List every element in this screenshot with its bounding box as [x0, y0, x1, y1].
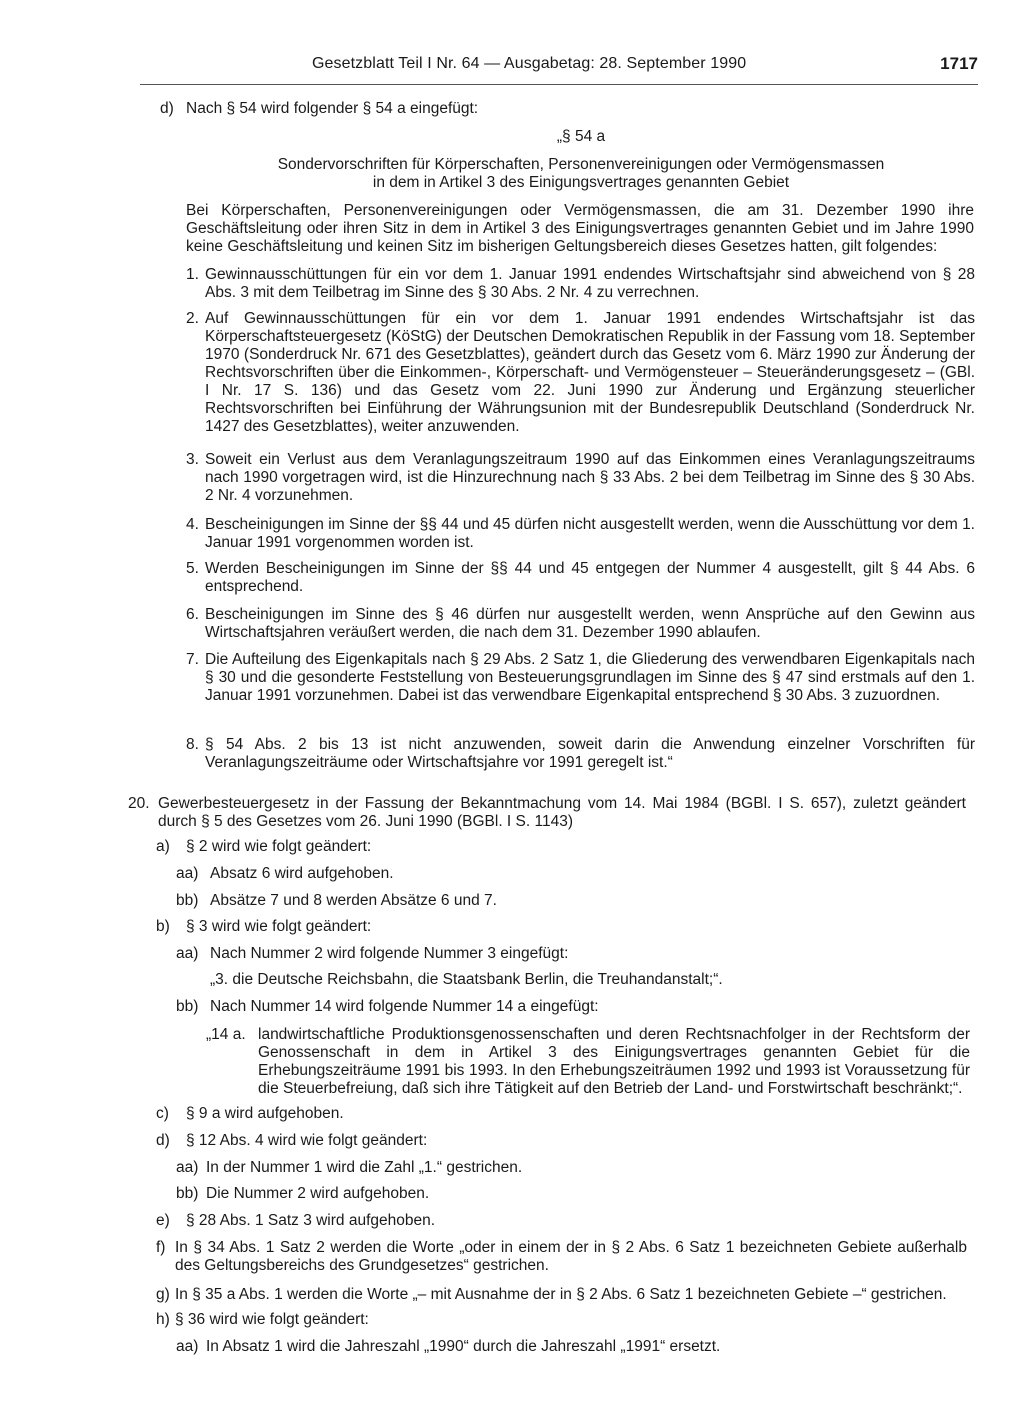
item-7-num: 7. — [186, 651, 199, 668]
s20-g-text: In § 35 a Abs. 1 werden die Worte „– mit Ausnahme der in § 2 Abs. 6 Satz 1 bezeichneten Gebiete –“ gestrichen. — [175, 1286, 947, 1303]
s20-d-bb-label: bb) — [176, 1185, 199, 1202]
s20-g-label: g) — [156, 1286, 170, 1303]
item-4-text: Bescheinigungen im Sinne der §§ 44 und 45 dürfen nicht ausgestellt werden, wenn die Ausschüttung vor dem 1. Januar 1991 vorgenommen worden ist. — [205, 516, 975, 551]
s20-f-text: In § 34 Abs. 1 Satz 2 werden die Worte „oder in einem der in § 2 Abs. 6 Satz 1 bezeichneten Gebiete außerhalb des Geltungsbereichs des Grundgesetzes“ gestrichen. — [175, 1239, 967, 1274]
s20-d-label: d) — [156, 1132, 170, 1149]
page-number: 1717 — [940, 54, 978, 73]
item-6-text: Bescheinigungen im Sinne des § 46 dürfen nur ausgestellt werden, wenn Ansprüche auf den Gewinn aus Wirtschaftsjahren veräußert werden, die nach dem 31. Dezember 1990 ablaufen. — [205, 606, 975, 641]
s20-b-aa-label: aa) — [176, 945, 199, 962]
s20-a-aa-label: aa) — [176, 865, 199, 882]
s20-b-label: b) — [156, 918, 170, 935]
s20-h-aa-label: aa) — [176, 1338, 199, 1355]
s20-d-aa-label: aa) — [176, 1159, 199, 1176]
s20-c-text: § 9 a wird aufgehoben. — [186, 1105, 344, 1122]
item-2-text: Auf Gewinnausschüttungen für ein vor dem 1. Januar 1991 endendes Wirtschaftsjahr ist das Körperschaftsteuergesetz (KöStG) der Deutschen Demokratischen Republik in der Fassung vom 18. September 1970 (Sonderdruck Nr. 671 des Gesetzblattes), geändert durch das Gesetz vom 6. März 1990 zur Änderung der Rechtsvorschriften über die Einkommen-, Körperschaft- und Vermögensteuer – Steueränderungsgesetz – (GBl. I Nr. 17 S. 136) und das Gesetz vom 22. Juni 1990 zur Änderung und Ergänzung steuerlicher Rechtsvorschriften bei Einführung der Währungsunion mit der Bundesrepublik Deutschland (Sonderdruck Nr. 1427 des Gesetzblattes), weiter anzuwenden. — [205, 310, 975, 435]
item-2-num: 2. — [186, 310, 199, 327]
s20-a-aa-text: Absatz 6 wird aufgehoben. — [210, 865, 394, 882]
s20-h-label: h) — [156, 1311, 170, 1328]
s20-b-bb-quote-label: „14 a. — [206, 1026, 246, 1043]
section-20-num: 20. — [128, 795, 150, 812]
item-3-num: 3. — [186, 451, 199, 468]
s20-a-label: a) — [156, 838, 170, 855]
heading-line-2: in dem in Artikel 3 des Einigungsvertrages genannten Gebiet — [372, 174, 790, 191]
item-8-text: § 54 Abs. 2 bis 13 ist nicht anzuwenden, soweit darin die Anwendung einzelner Vorschriften für Veranlagungszeiträume oder Wirtschaftsjahre vor 1991 geregelt ist.“ — [205, 736, 975, 771]
section-d-intro: Nach § 54 wird folgender § 54 a eingefügt: — [186, 100, 479, 117]
s20-d-aa-text: In der Nummer 1 wird die Zahl „1.“ gestrichen. — [206, 1159, 523, 1176]
s20-a-bb-text: Absätze 7 und 8 werden Absätze 6 und 7. — [210, 892, 497, 909]
section-d-label: d) — [160, 100, 174, 117]
s20-b-bb-label: bb) — [176, 998, 199, 1015]
item-7-text: Die Aufteilung des Eigenkapitals nach § 29 Abs. 2 Satz 1, die Gliederung des verwendbaren Eigenkapitals nach § 30 und die gesonderte Feststellung von Besteuerungsgrundlagen im Sinne des § 47 sind erstmals auf den 1. Januar 1991 vorzunehmen. Dabei ist das verwendbare Eigenkapital entsprechend § 30 Abs. 3 zuzuordnen. — [205, 651, 975, 704]
paragraph-heading: „§ 54 a — [556, 128, 606, 145]
heading-line-1: Sondervorschriften für Körperschaften, Personenvereinigungen oder Vermögensmassen — [277, 156, 885, 173]
item-6-num: 6. — [186, 606, 199, 623]
item-5-num: 5. — [186, 560, 199, 577]
page-header — [140, 48, 978, 85]
s20-a-text: § 2 wird wie folgt geändert: — [186, 838, 372, 855]
s20-a-bb-label: bb) — [176, 892, 199, 909]
item-5-text: Werden Bescheinigungen im Sinne der §§ 44 und 45 entgegen der Nummer 4 ausgestellt, gilt § 44 Abs. 6 entsprechend. — [205, 560, 975, 595]
s20-c-label: c) — [156, 1105, 169, 1122]
item-8-num: 8. — [186, 736, 199, 753]
header-title: Gesetzblatt Teil I Nr. 64 — Ausgabetag: 28. September 1990 — [312, 55, 747, 72]
item-1-text: Gewinnausschüttungen für ein vor dem 1. Januar 1991 endendes Wirtschaftsjahr sind abweichend von § 28 Abs. 3 mit dem Teilbetrag im Sinne des § 30 Abs. 2 Nr. 4 zu verrechnen. — [205, 266, 975, 301]
s20-b-bb-text: Nach Nummer 14 wird folgende Nummer 14 a eingefügt: — [210, 998, 599, 1015]
s20-e-label: e) — [156, 1212, 170, 1229]
s20-f-label: f) — [156, 1239, 166, 1256]
section-d-body: Bei Körperschaften, Personenvereinigungen oder Vermögensmassen, die am 31. Dezember 1990 ihre Geschäftsleitung oder ihren Sitz in dem in Artikel 3 des Einigungsvertrages genannten Gebiet und im Jahre 1990 keine Geschäftsleitung und keinen Sitz im bisherigen Geltungsbereich dieses Gesetzes hatten, gilt folgendes: — [186, 202, 974, 255]
s20-h-aa-text: In Absatz 1 wird die Jahreszahl „1990“ durch die Jahreszahl „1991“ ersetzt. — [206, 1338, 721, 1355]
s20-e-text: § 28 Abs. 1 Satz 3 wird aufgehoben. — [186, 1212, 436, 1229]
s20-b-aa-quote: „3. die Deutsche Reichsbahn, die Staatsbank Berlin, die Treuhandanstalt;“. — [210, 971, 723, 988]
item-4-num: 4. — [186, 516, 199, 533]
s20-b-text: § 3 wird wie folgt geändert: — [186, 918, 372, 935]
s20-d-bb-text: Die Nummer 2 wird aufgehoben. — [206, 1185, 430, 1202]
s20-b-aa-text: Nach Nummer 2 wird folgende Nummer 3 eingefügt: — [210, 945, 569, 962]
section-20-text: Gewerbesteuergesetz in der Fassung der Bekanntmachung vom 14. Mai 1984 (BGBl. I S. 657), zuletzt geändert durch § 5 des Gesetzes vom 26. Juni 1990 (BGBl. I S. 1143) — [158, 795, 966, 830]
s20-b-bb-quote: landwirtschaftliche Produktionsgenossenschaften und deren Rechtsnachfolger in der Rechtsform der Genossenschaft in dem in Artikel 3 des Einigungsvertrages genannten Gebiet für die Erhebungszeiträume 1991 bis 1993. In den Erhebungszeiträumen 1992 und 1993 ist Voraussetzung für die Steuerbefreiung, daß sich ihre Tätigkeit auf den Betrieb der Land- und Forstwirtschaft beschränkt;“. — [258, 1026, 970, 1097]
item-1-num: 1. — [186, 266, 199, 283]
s20-h-text: § 36 wird wie folgt geändert: — [175, 1311, 369, 1328]
item-3-text: Soweit ein Verlust aus dem Veranlagungszeitraum 1990 auf das Einkommen eines Veranlagungszeitraums nach 1990 vorgetragen wird, ist die Hinzurechnung nach § 33 Abs. 2 bei dem Teilbetrag im Sinne des § 30 Abs. 2 Nr. 4 vorzunehmen. — [205, 451, 975, 504]
s20-d-text: § 12 Abs. 4 wird wie folgt geändert: — [186, 1132, 428, 1149]
